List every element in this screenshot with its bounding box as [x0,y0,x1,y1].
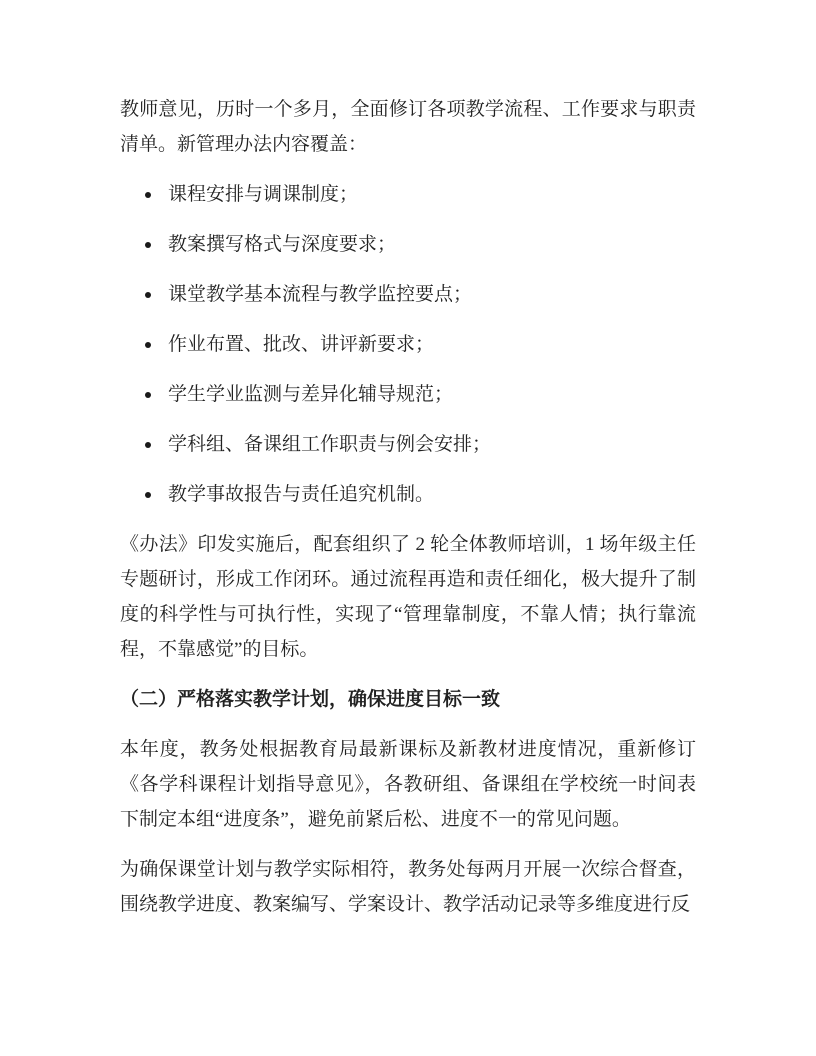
paragraph-training: 《办法》印发实施后，配套组织了 2 轮全体教师培训，1 场年级主任专题研讨，形成工作闭环。通过流程再造和责任细化，极大提升了制度的科学性与可执行性，实现了“管理靠制度，不靠人情；执行靠流程，不靠感觉”的目标。 [120,534,696,660]
list-item-text: 教学事故报告与责任追究机制。 [168,484,435,505]
paragraph-intro: 教师意见，历时一个多月，全面修订各项教学流程、工作要求与职责清单。新管理办法内容覆盖： [120,99,696,155]
list-item [120,427,696,462]
list-item [120,327,696,362]
bullet-dot-icon [145,342,151,348]
bullet-dot-icon [145,442,151,448]
paragraph-plan: 本年度，教务处根据教育局最新课标及新教材进度情况，重新修订《各学科课程计划指导意见》，各教研组、备课组在学校统一时间表下制定本组“进度条”，避免前紧后松、进度不一的常见问题。 [120,739,696,830]
bullet-dot-icon [145,392,151,398]
list-item [120,177,696,212]
list-item [120,377,696,412]
list-item [120,477,696,512]
list-item [120,277,696,312]
bullet-dot-icon [145,192,151,198]
list-item-text: 教案撰写格式与深度要求； [168,234,397,255]
list-item [120,227,696,262]
bullet-dot-icon [145,492,151,498]
bullet-dot-icon [145,292,151,298]
bullet-list [120,177,696,512]
list-item-text: 课堂教学基本流程与教学监控要点； [168,284,473,305]
list-item-text: 作业布置、批改、讲评新要求； [168,334,435,355]
section-heading: （二）严格落实教学计划，确保进度目标一致 [120,689,501,710]
list-item-text: 学生学业监测与差异化辅导规范； [168,384,454,405]
paragraph-inspection: 为确保课堂计划与教学实际相符，教务处每两月开展一次综合督查，围绕教学进度、教案编写、学案设计、教学活动记录等多维度进行反 [120,859,696,915]
bullet-dot-icon [145,242,151,248]
list-item-text: 学科组、备课组工作职责与例会安排； [168,434,492,455]
list-item-text: 课程安排与调课制度； [168,184,359,205]
